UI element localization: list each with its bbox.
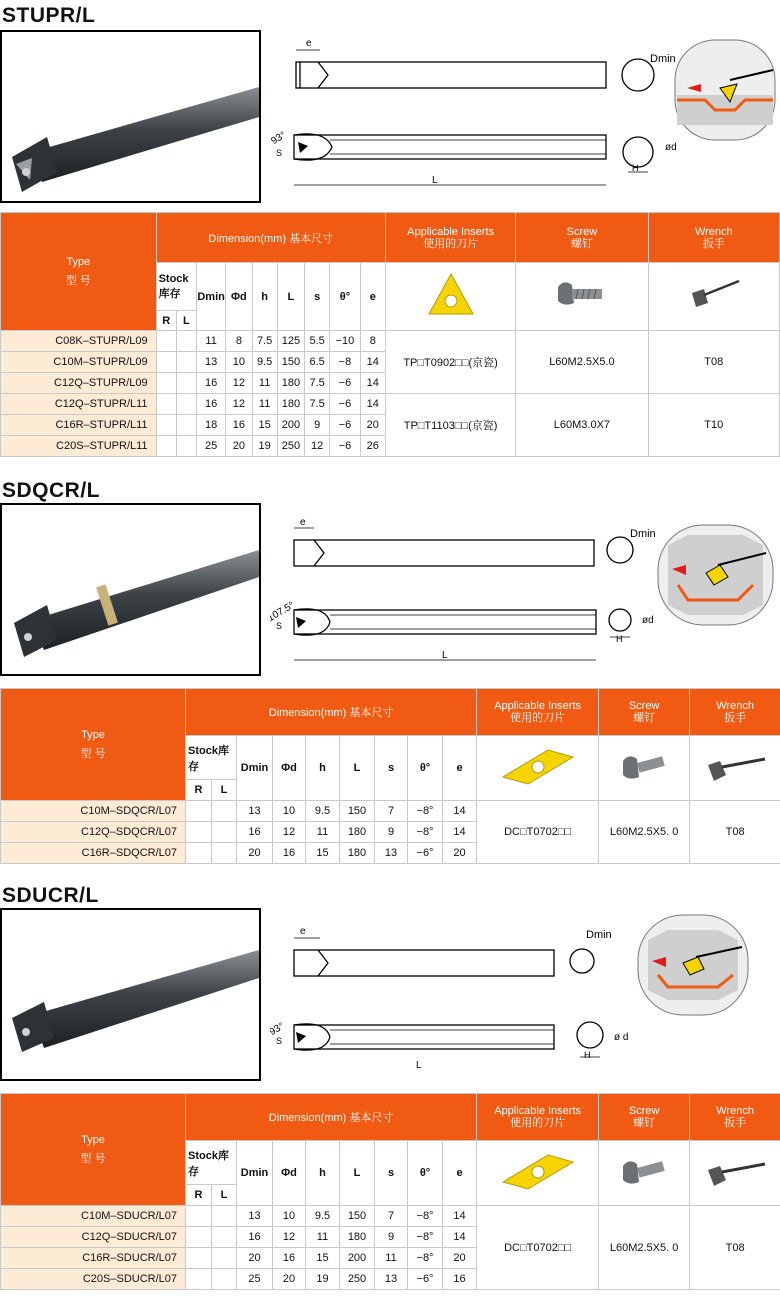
value-cell: 7.5 bbox=[252, 331, 277, 352]
technical-drawing bbox=[270, 910, 780, 1070]
value-cell: 14 bbox=[360, 394, 385, 415]
model-cell: C16R–SDUCR/L07 bbox=[1, 1248, 186, 1269]
insert-value: TP□T1103□□(京瓷) bbox=[385, 394, 515, 457]
stock-l: L bbox=[212, 780, 237, 801]
value-cell: −6° bbox=[408, 1269, 443, 1290]
stock-r-cell bbox=[156, 415, 176, 436]
value-cell: 7.5 bbox=[305, 394, 330, 415]
stock-l-cell bbox=[212, 1206, 237, 1227]
value-cell: −6 bbox=[330, 436, 360, 457]
value-cell: 200 bbox=[340, 1248, 375, 1269]
label-d: ød bbox=[665, 142, 677, 153]
stock-l-cell bbox=[176, 331, 196, 352]
type-header: Type 型 号 bbox=[1, 1094, 186, 1206]
value-cell: 16 bbox=[237, 1227, 273, 1248]
dimension-header: Dimension(mm) 基本尺寸 bbox=[156, 213, 385, 263]
table-row bbox=[1, 801, 780, 822]
stock-l-cell bbox=[212, 1269, 237, 1290]
value-cell: 15 bbox=[252, 415, 277, 436]
stock-header: Stock库存 bbox=[186, 1141, 237, 1185]
stock-l-cell bbox=[176, 415, 196, 436]
stock-r-cell bbox=[156, 373, 176, 394]
value-cell: 20 bbox=[443, 1248, 477, 1269]
screw-header: Screw 螺钉 bbox=[599, 689, 690, 736]
section-title: SDUCR/L bbox=[2, 884, 99, 907]
col-e: e bbox=[443, 1141, 477, 1206]
model-cell: C12Q–STUPR/L11 bbox=[1, 394, 157, 415]
value-cell: 14 bbox=[443, 801, 477, 822]
label-s: S bbox=[276, 621, 283, 631]
value-cell: 11 bbox=[252, 394, 277, 415]
stock-l-cell bbox=[212, 1248, 237, 1269]
screw-icon bbox=[552, 275, 612, 315]
wrench-header: Wrench 扳手 bbox=[690, 689, 780, 736]
insert-image bbox=[477, 1141, 599, 1206]
stock-r-cell bbox=[156, 436, 176, 457]
value-cell: 6.5 bbox=[305, 352, 330, 373]
label-d: ø d bbox=[614, 1032, 629, 1043]
value-cell: 20 bbox=[443, 843, 477, 864]
stock-r-cell bbox=[186, 1248, 212, 1269]
wrench-icon bbox=[684, 275, 744, 315]
value-cell: 20 bbox=[237, 843, 273, 864]
section-title: STUPR/L bbox=[2, 4, 96, 27]
label-l: L bbox=[416, 1060, 422, 1070]
label-s: S bbox=[276, 148, 283, 158]
model-cell: C12Q–STUPR/L09 bbox=[1, 373, 157, 394]
value-cell: −6 bbox=[330, 415, 360, 436]
wrench-header: Wrench 扳手 bbox=[648, 213, 779, 263]
screw-header: Screw 螺钉 bbox=[516, 213, 648, 263]
spec-table bbox=[0, 1093, 780, 1290]
label-angle: 93° bbox=[270, 1020, 287, 1039]
value-cell: 250 bbox=[340, 1269, 375, 1290]
value-cell: 10 bbox=[273, 801, 306, 822]
value-cell: −8 bbox=[330, 352, 360, 373]
label-angle: 107.5° bbox=[270, 600, 297, 625]
col-h: h bbox=[252, 263, 277, 331]
stock-l-cell bbox=[176, 394, 196, 415]
value-cell: 250 bbox=[277, 436, 304, 457]
value-cell: −6 bbox=[330, 394, 360, 415]
value-cell: 12 bbox=[226, 394, 252, 415]
inserts-header: Applicable Inserts 使用的刀片 bbox=[477, 689, 599, 736]
wrench-header: Wrench 扳手 bbox=[690, 1094, 780, 1141]
wrench-image bbox=[648, 263, 779, 331]
triangle-insert-icon bbox=[426, 270, 476, 320]
value-cell: 10 bbox=[226, 352, 252, 373]
label-s: S bbox=[276, 1036, 283, 1046]
wrench-image bbox=[690, 1141, 780, 1206]
value-cell: 9 bbox=[305, 415, 330, 436]
value-cell: 13 bbox=[237, 1206, 273, 1227]
stock-r-cell bbox=[156, 394, 176, 415]
stock-l-cell bbox=[176, 373, 196, 394]
stock-l-cell bbox=[212, 822, 237, 843]
value-cell: 16 bbox=[443, 1269, 477, 1290]
value-cell: 12 bbox=[273, 1227, 306, 1248]
model-cell: C10M–STUPR/L09 bbox=[1, 352, 157, 373]
value-cell: 9 bbox=[375, 822, 408, 843]
table-row bbox=[1, 331, 780, 352]
value-cell: 20 bbox=[226, 436, 252, 457]
col-s: s bbox=[375, 736, 408, 801]
value-cell: −8° bbox=[408, 822, 443, 843]
value-cell: 16 bbox=[226, 415, 252, 436]
value-cell: 16 bbox=[196, 394, 225, 415]
label-l: L bbox=[432, 175, 438, 186]
value-cell: 20 bbox=[360, 415, 385, 436]
value-cell: 14 bbox=[443, 1227, 477, 1248]
model-cell: C12Q–SDQCR/L07 bbox=[1, 822, 186, 843]
value-cell: 200 bbox=[277, 415, 304, 436]
value-cell: 150 bbox=[340, 1206, 375, 1227]
tool-photo bbox=[0, 503, 261, 676]
wrench-value: T08 bbox=[690, 801, 780, 864]
value-cell: 180 bbox=[277, 394, 304, 415]
value-cell: 11 bbox=[306, 1227, 340, 1248]
label-dmin: Dmin bbox=[586, 929, 612, 941]
col-h: h bbox=[306, 1141, 340, 1206]
type-header: Type 型 号 bbox=[1, 213, 157, 331]
technical-drawing bbox=[270, 30, 780, 195]
technical-drawing bbox=[270, 505, 780, 665]
value-cell: 26 bbox=[360, 436, 385, 457]
value-cell: 11 bbox=[196, 331, 225, 352]
col-theta: θ° bbox=[408, 736, 443, 801]
col-dmin: Dmin bbox=[196, 263, 225, 331]
value-cell: 13 bbox=[237, 801, 273, 822]
value-cell: 9.5 bbox=[252, 352, 277, 373]
diamond-insert-icon bbox=[498, 1147, 578, 1197]
value-cell: −10 bbox=[330, 331, 360, 352]
value-cell: 19 bbox=[252, 436, 277, 457]
value-cell: −8° bbox=[408, 1206, 443, 1227]
label-h: H bbox=[584, 1050, 591, 1060]
insert-image bbox=[385, 263, 515, 331]
section-title: SDQCR/L bbox=[2, 479, 100, 502]
value-cell: 20 bbox=[237, 1248, 273, 1269]
model-cell: C10M–SDUCR/L07 bbox=[1, 1206, 186, 1227]
wrench-icon bbox=[700, 1152, 770, 1192]
stock-r-cell bbox=[156, 352, 176, 373]
value-cell: 13 bbox=[375, 843, 408, 864]
col-s: s bbox=[305, 263, 330, 331]
boring-bar-image bbox=[2, 32, 259, 201]
screw-header: Screw 螺钉 bbox=[599, 1094, 690, 1141]
stock-l-cell bbox=[212, 1227, 237, 1248]
value-cell: 20 bbox=[273, 1269, 306, 1290]
value-cell: 180 bbox=[340, 843, 375, 864]
label-e: e bbox=[300, 926, 306, 937]
screw-image bbox=[516, 263, 648, 331]
col-theta: θ° bbox=[408, 1141, 443, 1206]
screw-value: L60M3.0X7 bbox=[516, 394, 648, 457]
value-cell: 150 bbox=[340, 801, 375, 822]
model-cell: C20S–SDUCR/L07 bbox=[1, 1269, 186, 1290]
stock-l-cell bbox=[176, 436, 196, 457]
value-cell: 12 bbox=[273, 822, 306, 843]
value-cell: −8° bbox=[408, 1227, 443, 1248]
value-cell: 16 bbox=[273, 1248, 306, 1269]
stock-r-cell bbox=[186, 822, 212, 843]
model-cell: C16R–SDQCR/L07 bbox=[1, 843, 186, 864]
value-cell: 15 bbox=[306, 843, 340, 864]
screw-value: L60M2.5X5.0 bbox=[516, 331, 648, 394]
col-theta: θ° bbox=[330, 263, 360, 331]
wrench-value: T08 bbox=[648, 331, 779, 394]
value-cell: 12 bbox=[226, 373, 252, 394]
value-cell: 25 bbox=[196, 436, 225, 457]
spec-table bbox=[0, 688, 780, 864]
wrench-value: T08 bbox=[690, 1206, 780, 1290]
model-cell: C10M–SDQCR/L07 bbox=[1, 801, 186, 822]
value-cell: 13 bbox=[375, 1269, 408, 1290]
stock-r-cell bbox=[186, 1206, 212, 1227]
value-cell: 9 bbox=[375, 1227, 408, 1248]
stock-r: R bbox=[156, 311, 176, 331]
col-l: L bbox=[340, 1141, 375, 1206]
type-header: Type 型 号 bbox=[1, 689, 186, 801]
screw-icon bbox=[619, 1152, 669, 1192]
value-cell: 12 bbox=[305, 436, 330, 457]
model-cell: C12Q–SDUCR/L07 bbox=[1, 1227, 186, 1248]
stock-r-cell bbox=[156, 331, 176, 352]
value-cell: 13 bbox=[196, 352, 225, 373]
stock-l: L bbox=[176, 311, 196, 331]
label-e: e bbox=[300, 517, 306, 528]
screw-value: L60M2.5X5. 0 bbox=[599, 801, 690, 864]
wrench-value: T10 bbox=[648, 394, 779, 457]
tool-photo bbox=[0, 908, 261, 1081]
value-cell: 14 bbox=[443, 822, 477, 843]
screw-image bbox=[599, 736, 690, 801]
tool-photo bbox=[0, 30, 261, 203]
stock-r-cell bbox=[186, 1227, 212, 1248]
col-d: Φd bbox=[226, 263, 252, 331]
value-cell: 8 bbox=[226, 331, 252, 352]
table-row bbox=[1, 394, 780, 415]
value-cell: 7 bbox=[375, 801, 408, 822]
value-cell: 150 bbox=[277, 352, 304, 373]
insert-value: DC□T0702□□ bbox=[477, 1206, 599, 1290]
col-e: e bbox=[443, 736, 477, 801]
col-s: s bbox=[375, 1141, 408, 1206]
value-cell: 10 bbox=[273, 1206, 306, 1227]
stock-r-cell bbox=[186, 1269, 212, 1290]
label-dmin: Dmin bbox=[630, 528, 656, 540]
stock-l-cell bbox=[176, 352, 196, 373]
col-d: Φd bbox=[273, 1141, 306, 1206]
value-cell: 16 bbox=[273, 843, 306, 864]
stock-r: R bbox=[186, 1185, 212, 1206]
value-cell: −6 bbox=[330, 373, 360, 394]
boring-bar-image bbox=[2, 910, 259, 1079]
value-cell: 8 bbox=[360, 331, 385, 352]
value-cell: 16 bbox=[196, 373, 225, 394]
insert-image bbox=[477, 736, 599, 801]
inserts-header: Applicable Inserts 使用的刀片 bbox=[385, 213, 515, 263]
label-dmin: Dmin bbox=[650, 53, 676, 65]
insert-value: DC□T0702□□ bbox=[477, 801, 599, 864]
boring-bar-image bbox=[2, 505, 259, 674]
inserts-header: Applicable Inserts 使用的刀片 bbox=[477, 1094, 599, 1141]
stock-l: L bbox=[212, 1185, 237, 1206]
value-cell: 25 bbox=[237, 1269, 273, 1290]
col-l: L bbox=[340, 736, 375, 801]
value-cell: 7.5 bbox=[305, 373, 330, 394]
screw-value: L60M2.5X5. 0 bbox=[599, 1206, 690, 1290]
stock-header: Stock库存 bbox=[186, 736, 237, 780]
value-cell: −8° bbox=[408, 1248, 443, 1269]
value-cell: 18 bbox=[196, 415, 225, 436]
label-e: e bbox=[306, 38, 312, 49]
dimension-header: Dimension(mm) 基本尺寸 bbox=[186, 1094, 477, 1141]
col-e: e bbox=[360, 263, 385, 331]
col-h: h bbox=[306, 736, 340, 801]
stock-l-cell bbox=[212, 843, 237, 864]
value-cell: 14 bbox=[360, 352, 385, 373]
insert-value: TP□T0902□□(京瓷) bbox=[385, 331, 515, 394]
wrench-icon bbox=[700, 747, 770, 787]
value-cell: 180 bbox=[340, 822, 375, 843]
value-cell: 16 bbox=[237, 822, 273, 843]
model-cell: C20S–STUPR/L11 bbox=[1, 436, 157, 457]
col-d: Φd bbox=[273, 736, 306, 801]
col-dmin: Dmin bbox=[237, 736, 273, 801]
value-cell: 11 bbox=[306, 822, 340, 843]
screw-icon bbox=[619, 747, 669, 787]
value-cell: 14 bbox=[360, 373, 385, 394]
stock-r-cell bbox=[186, 801, 212, 822]
value-cell: 180 bbox=[277, 373, 304, 394]
value-cell: 180 bbox=[340, 1227, 375, 1248]
value-cell: 5.5 bbox=[305, 331, 330, 352]
diamond-insert-icon bbox=[498, 742, 578, 792]
value-cell: −6° bbox=[408, 843, 443, 864]
value-cell: 15 bbox=[306, 1248, 340, 1269]
stock-header: Stock库存 bbox=[156, 263, 196, 311]
model-cell: C16R–STUPR/L11 bbox=[1, 415, 157, 436]
col-dmin: Dmin bbox=[237, 1141, 273, 1206]
screw-image bbox=[599, 1141, 690, 1206]
stock-r: R bbox=[186, 780, 212, 801]
wrench-image bbox=[690, 736, 780, 801]
model-cell: C08K–STUPR/L09 bbox=[1, 331, 157, 352]
stock-r-cell bbox=[186, 843, 212, 864]
value-cell: 9.5 bbox=[306, 801, 340, 822]
label-h: H bbox=[632, 163, 639, 173]
label-angle: 93° bbox=[270, 129, 288, 148]
label-h: H bbox=[616, 634, 623, 644]
value-cell: 14 bbox=[443, 1206, 477, 1227]
value-cell: 11 bbox=[252, 373, 277, 394]
label-l: L bbox=[442, 650, 448, 661]
value-cell: 125 bbox=[277, 331, 304, 352]
col-l: L bbox=[277, 263, 304, 331]
value-cell: 19 bbox=[306, 1269, 340, 1290]
value-cell: −8° bbox=[408, 801, 443, 822]
stock-l-cell bbox=[212, 801, 237, 822]
value-cell: 7 bbox=[375, 1206, 408, 1227]
dimension-header: Dimension(mm) 基本尺寸 bbox=[186, 689, 477, 736]
value-cell: 11 bbox=[375, 1248, 408, 1269]
value-cell: 9.5 bbox=[306, 1206, 340, 1227]
table-row bbox=[1, 1206, 780, 1227]
label-d: ød bbox=[642, 615, 654, 626]
spec-table bbox=[0, 212, 780, 457]
